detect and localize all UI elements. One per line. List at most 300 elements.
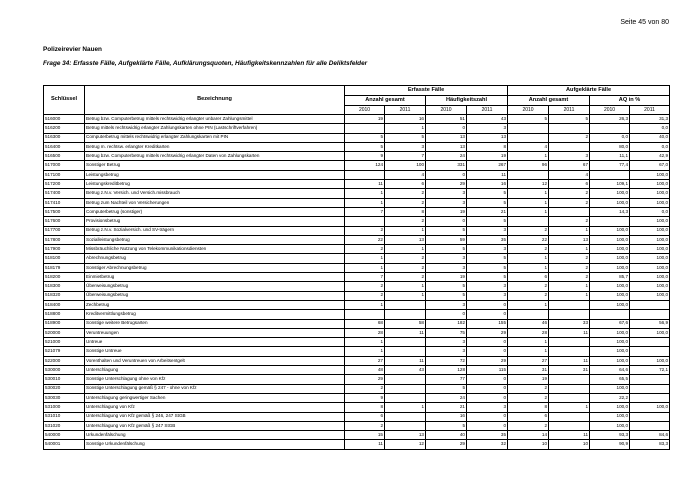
cell-aq-2011: 100,0 [630,282,670,291]
cell-hz-2010: 21 [426,403,467,412]
cell-key: 530000 [44,366,85,375]
cell-aufgeklaert-2010: 2 [508,245,549,254]
cell-aq-2011: 100,0 [630,226,670,235]
cell-aq-2010: 100,0 [590,226,630,235]
cell-aq-2010: 100,0 [590,282,630,291]
cell-hz-2010: 3 [426,347,467,356]
header-key: Schlüssel [44,86,85,115]
cell-erfasst-2011: 3 [385,142,426,151]
cell-description: Provisionsbetrug [85,217,345,226]
cell-aufgeklaert-2010 [508,310,549,319]
cell-key: 530020 [44,384,85,393]
cell-erfasst-2011 [385,338,426,347]
cell-aq-2011: 100,0 [630,189,670,198]
cell-key: 518400 [44,300,85,309]
cell-erfasst-2010: 2 [345,291,385,300]
cell-hz-2011: 29 [467,328,508,337]
cell-description: Sonstige Urkundenfälschung [85,440,345,449]
cell-hz-2011: 5 [467,273,508,282]
cell-aq-2011 [630,393,670,402]
cell-aufgeklaert-2011 [549,310,590,319]
cell-key: 517600 [44,217,85,226]
cell-aq-2010: 65,5 [590,375,630,384]
cell-aq-2011 [630,384,670,393]
cell-key: 518800 [44,310,85,319]
cell-erfasst-2011: 8 [385,207,426,216]
table-row [44,254,670,263]
cell-hz-2011: 19 [467,152,508,161]
cell-erfasst-2010: 22 [345,235,385,244]
table-row [44,198,670,207]
cell-key: 530010 [44,375,85,384]
cell-hz-2010: 29 [426,180,467,189]
cell-erfasst-2011: 5 [385,133,426,142]
cell-aq-2010: 100,0 [590,263,630,272]
cell-hz-2011: 35 [467,431,508,440]
table-row [44,375,670,384]
cell-aq-2010: 100,0 [590,198,630,207]
cell-aufgeklaert-2010: 1 [508,338,549,347]
cell-aufgeklaert-2011: 3 [549,152,590,161]
cell-key: 516500 [44,152,85,161]
cell-hz-2010: 0 [426,310,467,319]
table-row [44,393,670,402]
cell-hz-2010: 24 [426,152,467,161]
table-row [44,403,670,412]
cell-aq-2010: 22,2 [590,393,630,402]
header-year: 2010 [345,106,385,115]
cell-hz-2010: 72 [426,356,467,365]
cell-hz-2011: 43 [467,115,508,124]
cell-erfasst-2010 [345,217,385,226]
cell-erfasst-2010: 1 [345,254,385,263]
cell-aufgeklaert-2010: 10 [508,440,549,449]
cell-erfasst-2010: 11 [345,180,385,189]
cell-aq-2010: 11,1 [590,152,630,161]
cell-aq-2010 [590,170,630,179]
cell-aufgeklaert-2011: 11 [549,328,590,337]
report-subtitle: Frage 34: Erfasste Fälle, Aufgeklärte Fälle, Aufklärungsquoten, Häufigkeitskennzahlen für alle Deliktsfelder [43,60,368,67]
cell-key: 516400 [44,142,85,151]
cell-erfasst-2011: 1 [385,245,426,254]
cell-aq-2011: 0,0 [630,142,670,151]
cell-aufgeklaert-2010: 46 [508,319,549,328]
cell-erfasst-2010: 48 [345,366,385,375]
cell-hz-2010: 128 [426,366,467,375]
cell-aufgeklaert-2010: 1 [508,198,549,207]
cell-aufgeklaert-2011: 11 [549,431,590,440]
cell-erfasst-2011 [385,393,426,402]
cell-aq-2010: 100,0 [590,300,630,309]
cell-hz-2010: 29 [426,440,467,449]
cell-hz-2011: 32 [467,440,508,449]
cell-hz-2011: 8 [467,142,508,151]
cell-aq-2010: 100,0 [590,328,630,337]
cell-hz-2011: 5 [467,198,508,207]
cell-erfasst-2010: 9 [345,152,385,161]
cell-aq-2011: 42,9 [630,152,670,161]
cell-key: 531000 [44,403,85,412]
cell-aufgeklaert-2011 [549,338,590,347]
table-row [44,235,670,244]
cell-key: 521000 [44,338,85,347]
cell-aq-2010: 100,0 [590,189,630,198]
cell-erfasst-2010: 2 [345,226,385,235]
cell-aufgeklaert-2010: 1 [508,263,549,272]
cell-aufgeklaert-2011 [549,421,590,430]
table-row [44,291,670,300]
table-row [44,282,670,291]
cell-aq-2010: 85,7 [590,273,630,282]
table-row [44,115,670,124]
cell-aufgeklaert-2010: 4 [508,142,549,151]
cell-aq-2010: 14,3 [590,207,630,216]
table-row [44,217,670,226]
cell-aufgeklaert-2011: 4 [549,170,590,179]
cell-erfasst-2010: 2 [345,282,385,291]
cell-key: 516200 [44,124,85,133]
cell-erfasst-2011: 2 [385,263,426,272]
cell-hz-2010: 0 [426,170,467,179]
cell-key: 531020 [44,421,85,430]
cell-aufgeklaert-2010: 96 [508,161,549,170]
cell-key: 517200 [44,180,85,189]
cell-hz-2011: 13 [467,133,508,142]
cell-aufgeklaert-2010 [508,124,549,133]
cell-key: 516300 [44,133,85,142]
cell-key: 522000 [44,356,85,365]
cell-aq-2010: 100,0 [590,291,630,300]
cell-aufgeklaert-2011 [549,384,590,393]
table-row [44,161,670,170]
table-row [44,366,670,375]
cell-aufgeklaert-2011: 31 [549,366,590,375]
cell-aufgeklaert-2010: 2 [508,421,549,430]
cell-erfasst-2011: 13 [385,431,426,440]
cell-description: Betrug m. rechtsw. erlangter Kreditkarten [85,142,345,151]
cell-aq-2010: 26,3 [590,115,630,124]
cell-aq-2010: 100,0 [590,254,630,263]
table-row [44,356,670,365]
table-row [44,440,670,449]
cell-aq-2010 [590,217,630,226]
cell-erfasst-2011: 2 [385,217,426,226]
cell-erfasst-2010: 1 [345,198,385,207]
cell-description: Unterschlagung von Kfz gemäß § 247 StGB [85,421,345,430]
cell-key: 518200 [44,273,85,282]
cell-key: 530030 [44,393,85,402]
cell-aq-2011 [630,347,670,356]
cell-aufgeklaert-2011: 2 [549,217,590,226]
cell-hz-2011: 0 [467,338,508,347]
cell-aufgeklaert-2011 [549,142,590,151]
header-year: 2011 [630,106,670,115]
cell-description: Sonstiger Betrug [85,161,345,170]
header-erfasste-faelle: Erfasste Fälle [345,86,508,96]
cell-hz-2011: 267 [467,161,508,170]
cell-erfasst-2010: 1 [345,338,385,347]
cell-aufgeklaert-2011: 1 [549,403,590,412]
cell-key: 517410 [44,198,85,207]
cell-aufgeklaert-2010: 6 [508,412,549,421]
cell-hz-2011: 11 [467,170,508,179]
cell-hz-2010: 13 [426,142,467,151]
cell-aq-2011: 67,0 [630,161,670,170]
cell-aq-2011: 100,0 [630,180,670,189]
cell-aq-2011: 0,0 [630,207,670,216]
cell-aq-2011: 100,0 [630,273,670,282]
cell-erfasst-2011: 4 [385,170,426,179]
cell-aufgeklaert-2010: 2 [508,226,549,235]
cell-aq-2011: 100,0 [630,170,670,179]
table-row [44,207,670,216]
cell-key: 517100 [44,170,85,179]
cell-description: Unterschlagung [85,366,345,375]
cell-aufgeklaert-2010: 1 [508,254,549,263]
table-row [44,431,670,440]
cell-description: Leistungskreditbetrug [85,180,345,189]
cell-hz-2011: 0 [467,347,508,356]
table-row [44,142,670,151]
cell-hz-2011: 0 [467,375,508,384]
table-row [44,273,670,282]
cell-erfasst-2011: 1 [385,282,426,291]
header-year: 2010 [426,106,467,115]
cell-aufgeklaert-2011 [549,124,590,133]
header-anzahl-gesamt-aufgeklaert: Anzahl gesamt [508,96,590,106]
cell-erfasst-2011: 16 [385,115,426,124]
cell-hz-2010: 331 [426,161,467,170]
cell-hz-2010: 3 [426,338,467,347]
cell-erfasst-2011: 1 [385,403,426,412]
cell-description: Untreue [85,338,345,347]
cell-aq-2011 [630,375,670,384]
cell-hz-2010: 13 [426,133,467,142]
cell-key: 518320 [44,291,85,300]
cell-erfasst-2011: 100 [385,161,426,170]
cell-aq-2010: 100,0 [590,356,630,365]
cell-key: 518300 [44,282,85,291]
cell-description: Leistungsbetrug [85,170,345,179]
cell-hz-2010: 5 [426,384,467,393]
cell-hz-2011: 0 [467,421,508,430]
cell-hz-2011: 29 [467,356,508,365]
cell-description: Computerbetrug mittels rechtswidrig erlangter Zahlungskarten mit PIN [85,133,345,142]
cell-aufgeklaert-2011: 1 [549,226,590,235]
cell-erfasst-2011 [385,310,426,319]
table-row [44,421,670,430]
cell-key: 518100 [44,254,85,263]
cell-aq-2010: 64,6 [590,366,630,375]
cell-aq-2011: 100,0 [630,403,670,412]
cell-aufgeklaert-2011: 5 [549,115,590,124]
header-year: 2010 [590,106,630,115]
cell-hz-2010: 3 [426,189,467,198]
cell-hz-2011: 3 [467,226,508,235]
table-row [44,133,670,142]
cell-erfasst-2011 [385,421,426,430]
cell-key: 517500 [44,207,85,216]
cell-description: Abrechnungsbetrug [85,254,345,263]
cell-erfasst-2010: 1 [345,300,385,309]
cell-description: Betrug bzw. Computerbetrug mittels rechtswidrig erlangter unbarer Zahlungsmittel [85,115,345,124]
cell-aufgeklaert-2010: 5 [508,115,549,124]
header-year: 2011 [549,106,590,115]
cell-hz-2010: 182 [426,319,467,328]
cell-erfasst-2010: 6 [345,412,385,421]
cell-aq-2010: 93,3 [590,431,630,440]
cell-aq-2011: 40,0 [630,133,670,142]
cell-aufgeklaert-2011: 1 [549,245,590,254]
cell-aq-2011 [630,310,670,319]
cell-aq-2011: 100,0 [630,245,670,254]
cell-aufgeklaert-2010: 22 [508,235,549,244]
cell-hz-2011: 3 [467,403,508,412]
cell-erfasst-2010: 68 [345,319,385,328]
cell-hz-2011: 5 [467,217,508,226]
cell-hz-2011: 0 [467,310,508,319]
cell-description: Unterschlagung geringwertiger Sachen [85,393,345,402]
cell-description: Kreditvermittlungsbetrug [85,310,345,319]
table-row [44,328,670,337]
cell-key: 517800 [44,235,85,244]
cell-aq-2010: 100,0 [590,421,630,430]
cell-hz-2010: 5 [426,421,467,430]
cell-description: Sozialleistungsbetrug [85,235,345,244]
cell-description: Computerbetrug (sonstiger) [85,207,345,216]
cell-aq-2010: 100,0 [590,347,630,356]
table-row [44,319,670,328]
cell-hz-2010: 75 [426,328,467,337]
cell-erfasst-2011: 2 [385,189,426,198]
cell-aq-2011: 100,0 [630,328,670,337]
cell-aq-2010: 100,0 [590,245,630,254]
cell-erfasst-2011: 13 [385,235,426,244]
cell-hz-2011: 3 [467,124,508,133]
cell-aufgeklaert-2010: 1 [508,189,549,198]
cell-erfasst-2010: 124 [345,161,385,170]
cell-aufgeklaert-2011: 1 [549,282,590,291]
cell-erfasst-2011: 2 [385,254,426,263]
cell-description: Sonstige weitere Betrugsarten [85,319,345,328]
cell-aq-2010: 100,0 [590,384,630,393]
cell-description: Vorenthalten und Veruntreuen von Arbeitsentgelt [85,356,345,365]
cell-aufgeklaert-2010: 1 [508,207,549,216]
cell-aq-2010: 100,0 [590,235,630,244]
cell-erfasst-2011: 1 [385,291,426,300]
cell-hz-2011: 21 [467,207,508,216]
cell-hz-2011: 155 [467,319,508,328]
cell-erfasst-2011: 43 [385,366,426,375]
page-number: Seite 45 von 80 [620,19,669,26]
cell-erfasst-2010: 5 [345,142,385,151]
table-row [44,310,670,319]
cell-erfasst-2011 [385,384,426,393]
cell-aufgeklaert-2011 [549,412,590,421]
cell-hz-2010: 0 [426,217,467,226]
cell-key: 520000 [44,328,85,337]
table-row [44,347,670,356]
cell-erfasst-2011: 11 [385,356,426,365]
cell-aq-2010: 80,0 [590,142,630,151]
cell-hz-2011: 35 [467,235,508,244]
cell-erfasst-2010: 28 [345,328,385,337]
cell-hz-2010: 3 [426,263,467,272]
cell-aq-2010: 67,6 [590,319,630,328]
cell-aq-2010: 100,0 [590,403,630,412]
cell-aq-2011 [630,421,670,430]
cell-hz-2010: 77 [426,375,467,384]
cell-erfasst-2011: 1 [385,226,426,235]
cell-aufgeklaert-2010: 1 [508,152,549,161]
cell-description: Veruntreuungen [85,328,345,337]
cell-erfasst-2010: 11 [345,440,385,449]
cell-erfasst-2010: 29 [345,375,385,384]
cell-erfasst-2010 [345,310,385,319]
report-title: Polizeirevier Nauen [43,46,102,53]
cell-aufgeklaert-2011: 1 [549,291,590,300]
cell-erfasst-2010: 1 [345,347,385,356]
header-year: 2011 [467,106,508,115]
cell-aufgeklaert-2011 [549,375,590,384]
cell-key: 521079 [44,347,85,356]
cell-aq-2010 [590,310,630,319]
cell-aufgeklaert-2011: 10 [549,440,590,449]
cell-hz-2010: 19 [426,207,467,216]
cell-key: 516000 [44,115,85,124]
cell-hz-2010: 24 [426,393,467,402]
cell-hz-2011: 3 [467,245,508,254]
cell-aufgeklaert-2010: 6 [508,273,549,282]
cell-aq-2011: 0,0 [630,124,670,133]
cell-description: Sonstige Untreue [85,347,345,356]
cell-hz-2011: 0 [467,412,508,421]
cell-hz-2011: 115 [467,366,508,375]
cell-aufgeklaert-2011: 67 [549,161,590,170]
cell-hz-2010: 51 [426,115,467,124]
table-row [44,189,670,198]
cell-aq-2010: 100,0 [590,412,630,421]
cell-description: Betrug z.N.v. Versich. und Versich.missbrauch [85,189,345,198]
cell-hz-2010: 3 [426,254,467,263]
cell-aq-2011: 100,0 [630,235,670,244]
table-row [44,226,670,235]
cell-description: Unterschlagung von Kfz gemäß § 246, 247 StGB [85,412,345,421]
cell-aufgeklaert-2010: 2 [508,282,549,291]
cell-erfasst-2011 [385,412,426,421]
header-aufgeklaerte-faelle: Aufgeklärte Fälle [508,86,670,96]
cell-aq-2010: 90,9 [590,440,630,449]
cell-description: Überweisungsbetrug [85,291,345,300]
cell-erfasst-2010: 2 [345,421,385,430]
cell-erfasst-2010: 27 [345,356,385,365]
cell-erfasst-2010: 7 [345,207,385,216]
table-row [44,152,670,161]
cell-erfasst-2011: 58 [385,319,426,328]
cell-description: Sonstiger Abrechnungsbetrug [85,263,345,272]
cell-aufgeklaert-2010: 31 [508,366,549,375]
cell-erfasst-2011: 2 [385,273,426,282]
cell-erfasst-2010: 8 [345,403,385,412]
cell-aufgeklaert-2010: 14 [508,431,549,440]
cell-aufgeklaert-2011: 2 [549,133,590,142]
header-aq-percent: AQ in % [590,96,670,106]
cell-erfasst-2010 [345,124,385,133]
statistics-table [43,85,670,450]
cell-aufgeklaert-2011: 33 [549,319,590,328]
cell-aq-2011: 100,0 [630,198,670,207]
cell-aufgeklaert-2011: 2 [549,198,590,207]
